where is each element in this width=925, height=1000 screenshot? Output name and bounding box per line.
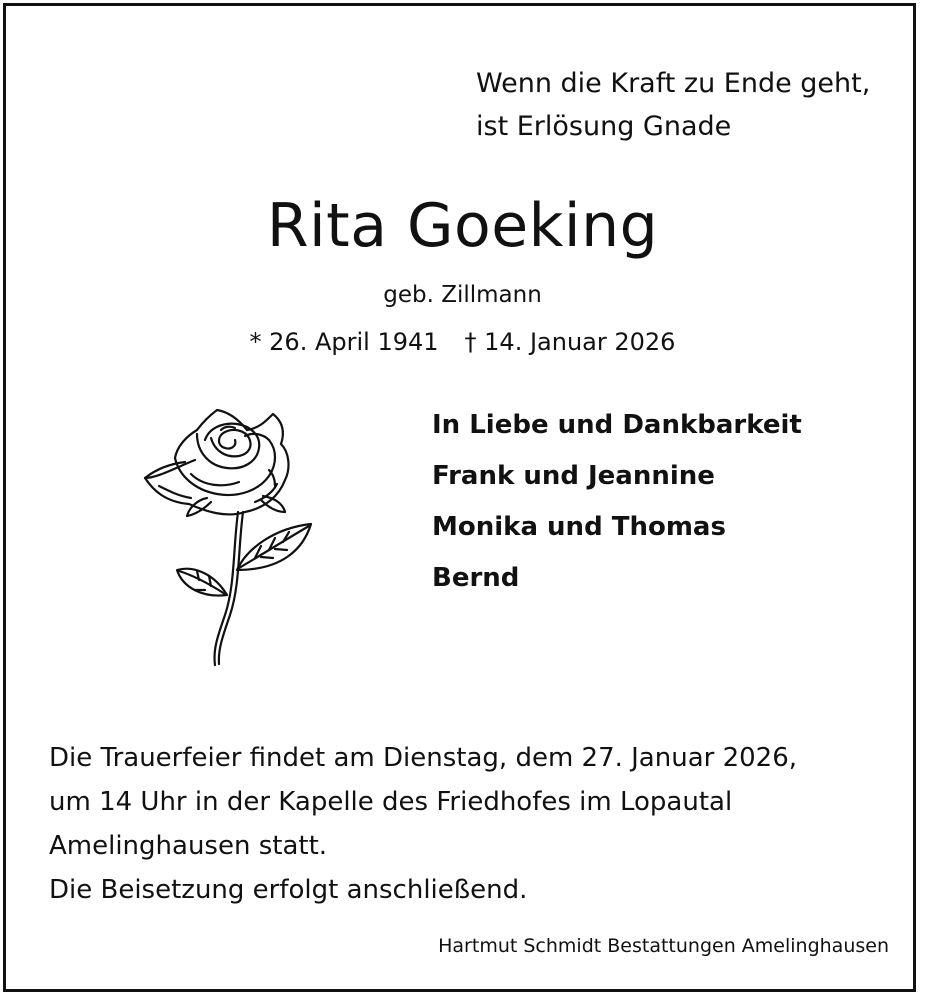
mourner-line: Bernd <box>432 563 520 593</box>
funeral-notice <box>49 736 797 912</box>
rose-icon <box>135 400 325 670</box>
death-date: † 14. Januar 2026 <box>464 328 676 356</box>
mourner-line: Monika und Thomas <box>432 512 726 542</box>
mourner-line: In Liebe und Dankbarkeit <box>432 410 802 440</box>
birth-date: * 26. April 1941 <box>249 328 439 356</box>
mourner-line: Frank und Jeannine <box>432 461 715 491</box>
notice-line: Amelinghausen statt. <box>49 831 328 861</box>
notice-line: Die Trauerfeier findet am Dienstag, dem 27. Januar 2026, <box>49 743 798 773</box>
undertaker-credit: Hartmut Schmidt Bestattungen Amelinghausen <box>438 935 889 957</box>
notice-line: Die Beisetzung erfolgt anschließend. <box>49 875 528 905</box>
mourners <box>432 400 802 604</box>
life-dates <box>0 325 925 359</box>
maiden-name: geb. Zillmann <box>383 282 542 308</box>
deceased-name: Rita Goeking <box>266 191 659 261</box>
motto-line-1: Wenn die Kraft zu Ende geht, <box>476 68 871 99</box>
notice-line: um 14 Uhr in der Kapelle des Friedhofes im Lopautal <box>49 787 733 817</box>
motto <box>476 62 906 148</box>
motto-line-2: ist Erlösung Gnade <box>476 111 732 142</box>
